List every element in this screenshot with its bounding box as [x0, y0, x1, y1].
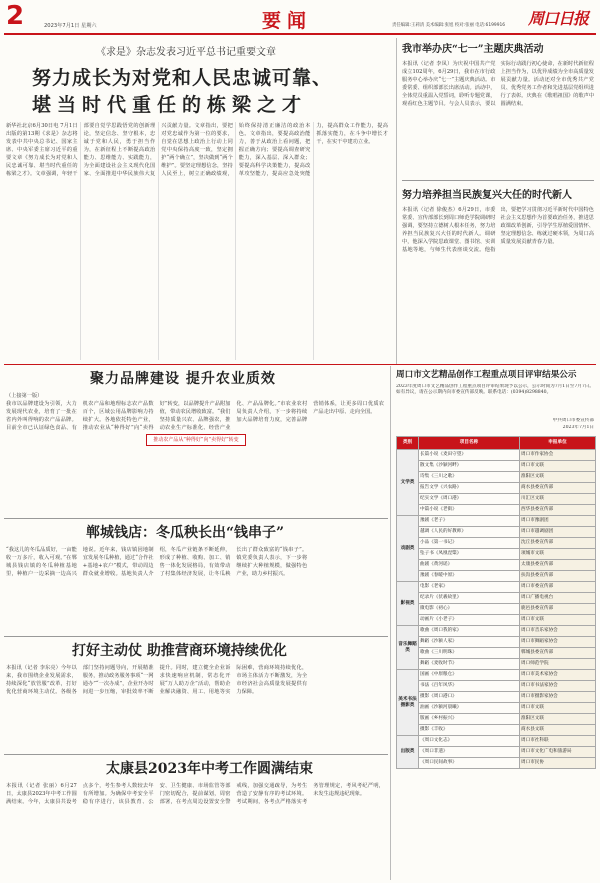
chain-title: 郸城钱店：冬瓜秧长出“钱串子” — [86, 525, 285, 541]
applicant-cell: 商水县委宣传部 — [520, 483, 596, 494]
project-name-cell: 越调《人民的好教师》 — [419, 527, 520, 538]
column-header: 申报单位 — [520, 437, 596, 450]
awards-header-row — [397, 437, 596, 450]
project-name-cell: 国画《中原粮仓》 — [419, 670, 520, 681]
table-row — [397, 527, 596, 538]
news-youth — [402, 184, 594, 362]
masthead-rule — [4, 33, 596, 35]
project-name-cell: 舞蹈《沙颍人家》 — [419, 637, 520, 648]
table-row — [397, 637, 596, 648]
project-name-cell: 摄影《周口港口》 — [419, 692, 520, 703]
news-anniversary — [402, 38, 594, 178]
applicant-cell: 周口师范学院 — [520, 659, 596, 670]
applicant-cell: 商水县文联 — [520, 725, 596, 736]
table-row — [397, 494, 596, 505]
applicant-cell: 周口市音乐家协会 — [520, 626, 596, 637]
project-name-cell: 小品《第一书记》 — [419, 538, 520, 549]
table-row — [397, 560, 596, 571]
project-name-cell: 电影《老家》 — [419, 582, 520, 593]
awards-intro: 2023年度周口市文艺精品创作工程重点项目评审结果现予以公示，公示时间为7月1日至7月7日。如有异议，请在公示期内向市委宣传部反映。联系电话：(0394)8298840。 — [396, 384, 594, 396]
project-name-cell: 中篇小说《老街》 — [419, 505, 520, 516]
page-number: 2 — [6, 1, 25, 31]
table-row — [397, 725, 596, 736]
column-header: 项目名称 — [419, 437, 520, 450]
lead-headline-1: 努力成长为对党和人民忠诚可靠、 — [32, 67, 333, 89]
project-name-cell: 曲剧《黄河谣》 — [419, 560, 520, 571]
applicant-cell: 周口市豫剧团 — [520, 516, 596, 527]
table-row — [397, 538, 596, 549]
project-name-cell: 摄影《丰收》 — [419, 725, 520, 736]
lead-headline-2: 堪当时代重任的栋梁之才 — [32, 94, 308, 116]
applicant-cell: 周口市文联 — [520, 461, 596, 472]
applicant-cell: 扶沟县委宣传部 — [520, 571, 596, 582]
project-name-cell: 舞蹈《麦收时节》 — [419, 659, 520, 670]
project-name-cell: 歌曲《三川明珠》 — [419, 648, 520, 659]
awards-table-body — [397, 450, 596, 769]
table-row — [397, 472, 596, 483]
applicant-cell: 西华县委宣传部 — [520, 505, 596, 516]
project-name-cell: 动画片《小老子》 — [419, 615, 520, 626]
project-name-cell: 长篇小说《麦田守望》 — [419, 450, 520, 461]
rule — [4, 518, 388, 519]
editor-line: 责任编辑:王莉清 美术编辑:张旭 校对:张丽 电话:6199916 — [392, 23, 506, 28]
project-name-cell: 纪录片《伏羲故里》 — [419, 593, 520, 604]
table-row — [397, 692, 596, 703]
column-divider — [396, 38, 397, 364]
applicant-cell: 周口市文化广电和旅游局 — [520, 747, 596, 758]
table-row — [397, 505, 596, 516]
applicant-cell: 周口市美术家协会 — [520, 670, 596, 681]
applicant-cell: 淮阳区文联 — [520, 472, 596, 483]
project-name-cell: 《周口非遗》 — [419, 747, 520, 758]
issue-date: 2023年7月1日 星期六 — [44, 23, 97, 29]
project-name-cell: 坠子书《凤凰涅槃》 — [419, 549, 520, 560]
section-name: 要闻 — [262, 10, 313, 32]
applicant-cell: 周口市书法家协会 — [520, 681, 596, 692]
project-name-cell: 豫剧《春暖中原》 — [419, 571, 520, 582]
awards-notice — [396, 366, 596, 880]
applicant-cell: 周口市舞蹈家协会 — [520, 637, 596, 648]
table-row — [397, 736, 596, 747]
table-row — [397, 549, 596, 560]
applicant-cell: 周口市作家协会 — [520, 450, 596, 461]
project-name-cell: 《周口民间故事》 — [419, 758, 520, 769]
table-row — [397, 593, 596, 604]
category-cell: 美术书法摄影类 — [397, 670, 419, 736]
agri-source: （上接第一版） — [6, 393, 43, 399]
table-row — [397, 747, 596, 758]
applicant-cell: 太康县委宣传部 — [520, 560, 596, 571]
chain-story — [6, 520, 386, 634]
lead-kicker: 《求是》杂志发表习近平总书记重要文章 — [96, 47, 276, 58]
project-name-cell: 纪实文学《周口港》 — [419, 494, 520, 505]
agri-story — [6, 368, 386, 516]
applicant-cell: 周口市越调剧团 — [520, 527, 596, 538]
applicant-cell: 周口市民协 — [520, 758, 596, 769]
table-row — [397, 571, 596, 582]
project-name-cell: 豫剧《老子》 — [419, 516, 520, 527]
exam-title: 太康县2023年中考工作圆满结束 — [106, 761, 313, 777]
project-name-cell: 报告文学《兴农路》 — [419, 483, 520, 494]
category-cell: 出版类 — [397, 736, 419, 769]
column-header: 类别 — [397, 437, 419, 450]
table-row — [397, 461, 596, 472]
chain-body: “我这儿的冬瓜品质好，一亩能收一万多斤，收入可观。”在郸城县钱店镇的冬瓜种植基地里，种植户一边采摘一边高兴地说。近年来，钱店镇因地制宜发展冬瓜种植，通过“合作社+基地+农户”模式，带动周边群众就业增收。基地负责人介绍，冬瓜产业链条不断延伸，形成了种植、收购、加工、销售一体化发展格局，有效带动了村集体经济发展，让冬瓜秧长出了群众致富的“钱串子”。镇党委负责人表示，下一步将继续扩大种植规模，做强特色产业，助力乡村振兴。 — [6, 547, 308, 577]
agri-title: 聚力品牌建设 提升农业质效 — [90, 371, 276, 387]
biz-body: 本报讯（记者 李东亮）今年以来，我市围绕企业发展需求，持续深化“放管服”改革，打好优化营商环境主动仗。各级各部门坚持问题导向，开展精准服务，推动政务服务事项“一网通办”“一次办成”，企业开办时间进一步压缩，审批效率不断提升。同时，建立健全企业诉求快速响应机制，常态化开展“万人助万企”活动，帮助企业解决融资、用工、用地等实际困难，营商环境持续优化，市场主体活力不断激发，为全市经济社会高质量发展提供有力保障。 — [6, 665, 308, 695]
awards-table — [396, 436, 596, 769]
project-name-cell: 油画《沙颍河晨曦》 — [419, 703, 520, 714]
project-name-cell: 《周口文化志》 — [419, 736, 520, 747]
table-row — [397, 758, 596, 769]
awards-signoff-1: 中共周口市委宣传部 — [552, 418, 594, 423]
table-row — [397, 648, 596, 659]
table-row — [397, 681, 596, 692]
applicant-cell: 项城市文联 — [520, 549, 596, 560]
applicant-cell: 周口市摄影家协会 — [520, 692, 596, 703]
news-youth-body: 本报讯（记者 徐俊杰）6月29日，市委常委、宣传部部长到周口师范学院调研时强调，要坚持立德树人根本任务，努力培养担当民族复兴大任的时代新人。调研中，他深入学院思政课堂、图书馆、实训基地等地，与师生代表座谈交流。他指出，要把学习贯彻习近平新时代中国特色社会主义思想作为首要政治任务，推进思政课改革创新，引导学生厚植爱国情怀、坚定理想信念、练就过硬本领，为周口高质量发展贡献青春力量。 — [402, 207, 594, 253]
biz-title: 打好主动仗 助推营商环境持续优化 — [72, 643, 287, 659]
awards-title: 周口市文艺精品创作工程重点项目评审结果公示 — [396, 370, 577, 380]
biz-story — [6, 638, 386, 752]
table-row — [397, 714, 596, 725]
table-row — [397, 670, 596, 681]
news-anniversary-title: 我市举办庆“七一”主题庆典活动 — [402, 44, 544, 55]
applicant-cell: 周口市社科联 — [520, 736, 596, 747]
category-cell: 戏剧类 — [397, 516, 419, 582]
section-rule — [4, 364, 596, 365]
table-row — [397, 582, 596, 593]
column-divider — [390, 366, 391, 880]
project-name-cell: 书法《百年风华》 — [419, 681, 520, 692]
lead-body: 新华社北京6月30日电 7月1日出版的第13期《求是》杂志将发表中共中央总书记、国家主席、中央军委主席习近平的重要文章《努力成长为对党和人民忠诚可靠、堪当时代重任的栋梁之才》。文章强调，年轻干部要自觉学思践悟党的创新理论，坚定信念、坚守根本，忠诚于党和人民，勇于担当作为，在新征程上不断提高政治能力、思维能力、实践能力，为全面建设社会主义现代化国家、全面推进中华民族伟大复兴贡献力量。文章指出，要把对党忠诚作为第一位的要求，自觉在思想上政治上行动上同党中央保持高度一致，坚定拥护“两个确立”，坚决做到“两个维护”。要坚定理想信念，坚持人民至上，树立正确政绩观，始终保持清正廉洁的政治本色。文章指出，要提高政治能力，善于从政治上看问题，把握正确方向；要提高调查研究能力，深入基层、深入群众；要提高科学决策能力，提高改革攻坚能力，提高应急处突能力，提高群众工作能力，提高抓落实能力，在斗争中增长才干，在实干中建功立业。 — [6, 123, 388, 177]
table-row — [397, 516, 596, 527]
table-row — [397, 659, 596, 670]
table-row — [397, 626, 596, 637]
table-row — [397, 703, 596, 714]
lead-story — [6, 38, 392, 362]
applicant-cell: 周口市文联 — [520, 703, 596, 714]
news-youth-title: 努力培养担当民族复兴大任的时代新人 — [402, 190, 572, 201]
exam-body: 本报讯（记者 张丽）6月27日，太康县2023年中考工作圆满结束。今年，太康县共设考点多个，考生参考人数较去年有所增加。为确保中考安全平稳有序进行，该县教育、公安、卫生健康、市场监管等部门密切配合，提前谋划，周密部署，在考点周边设置安全警戒线，加强交通疏导，为考生营造了安静有序的考试环境。考试期间，各考点严格落实考务管理规定，考风考纪严明，未发生违规违纪现象。 — [6, 783, 384, 805]
applicant-cell: 鹿邑县委宣传部 — [520, 604, 596, 615]
agri-body: 我市以品牌建设为引领，大力发展现代农业，培育了一批在省内外叫得响的农产品品牌。目前全市已认证绿色食品、有机农产品和地理标志农产品数百个，区域公用品牌影响力持续扩大。各地依托特色产业，推动农业从“种得好”向“卖得好”转变，以品牌提升产品附加值，带动农民增收致富。“我们坚持质量兴农、品牌强农，推动农业生产标准化、经营产业化、产品品牌化。”市农业农村局负责人介绍，下一步将持续加大品牌培育力度，完善品牌营销体系，让更多周口优质农产品走出中原、走向全国。 — [6, 401, 384, 431]
applicant-cell: 周口市文联 — [520, 615, 596, 626]
agri-pull-quote: 推动农产品从“种得好”向“卖得好”转变 — [146, 434, 246, 446]
applicant-cell: 周口市委宣传部 — [520, 582, 596, 593]
exam-story — [6, 756, 386, 880]
news-anniversary-body: 本报讯（记者 李凤）为庆祝中国共产党成立102周年，6月29日，我市在市行政服务中心举办庆“七一”主题庆典活动。市委常委、组织部部长出席活动。活动中，全体党员重温入党誓词，聆听专题党课，观看红色主题节目。与会人员表示，要以实际行动践行初心使命，在新时代新征程上担当作为，以优异成绩为全市高质量发展贡献力量。活动还对全市优秀共产党员、优秀党务工作者和先进基层党组织进行了表彰。庆典在《歌唱祖国》的歌声中圆满结束。 — [402, 61, 594, 107]
project-name-cell: 版画《乡村振兴》 — [419, 714, 520, 725]
table-row — [397, 483, 596, 494]
applicant-cell: 川汇区文联 — [520, 494, 596, 505]
newspaper-logo: 周口日报 — [528, 9, 589, 28]
table-row — [397, 604, 596, 615]
awards-list-table — [396, 436, 596, 769]
project-name-cell: 散文集《沙颍河畔》 — [419, 461, 520, 472]
category-cell: 影视类 — [397, 582, 419, 626]
applicant-cell: 沈丘县委宣传部 — [520, 538, 596, 549]
category-cell: 音乐舞蹈类 — [397, 626, 419, 670]
rule — [4, 636, 388, 637]
rule — [402, 180, 594, 181]
category-cell: 文学类 — [397, 450, 419, 516]
project-name-cell: 微电影《初心》 — [419, 604, 520, 615]
applicant-cell: 淮阳区文联 — [520, 714, 596, 725]
project-name-cell: 歌曲《周口我的家》 — [419, 626, 520, 637]
rule — [4, 754, 388, 755]
applicant-cell: 周口广播电视台 — [520, 593, 596, 604]
applicant-cell: 郸城县委宣传部 — [520, 648, 596, 659]
awards-signoff-2: 2023年7月1日 — [562, 425, 594, 430]
table-row — [397, 450, 596, 461]
table-row — [397, 615, 596, 626]
project-name-cell: 诗集《三川之歌》 — [419, 472, 520, 483]
